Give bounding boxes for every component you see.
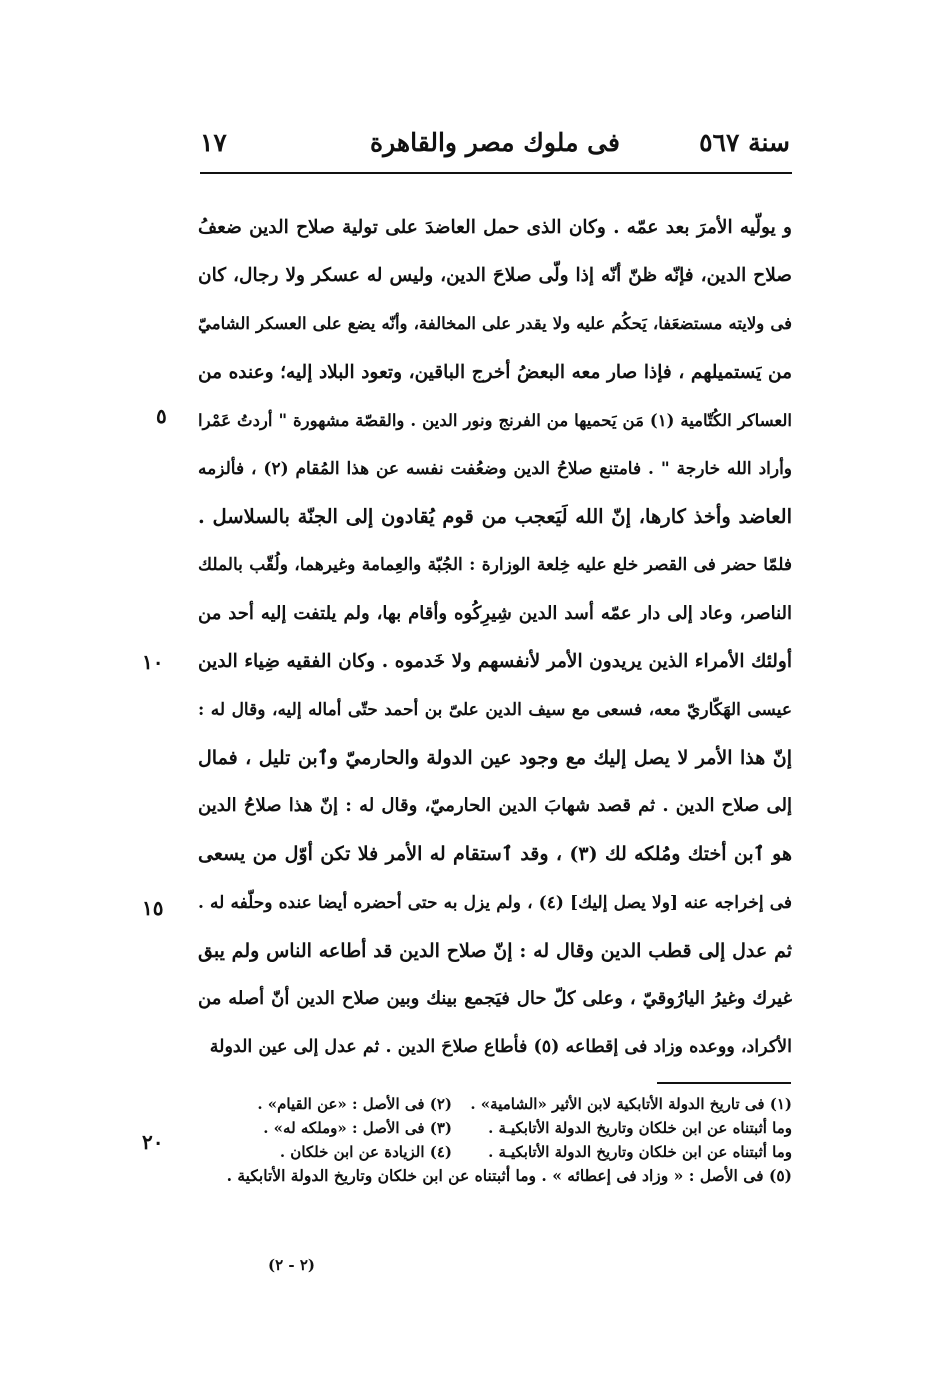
text-line: الأكراد، ووعده وزاد فى إقطاعه (٥) فأطاع صلاحَ الدين . ثم عدل إلى عين الدولة	[209, 1037, 792, 1058]
text-line: إلى صلاح الدين . ثم قصد شهابَ الدين الحارميّ، وقال له : إنّ هذا صلاحُ الدين	[198, 795, 792, 817]
text-line: إنّ هذا الأمر لا يصل إليك مع وجود عين الدولة والحارميّ وٱبن تليل ، فمال	[198, 747, 792, 770]
text-line: و يولّيه الأمرَ بعد عمّه . وكان الذى حمل العاضدَ على تولية صلاح الدين ضعفُ	[198, 217, 792, 238]
page-number: ١٧	[200, 128, 227, 157]
text-line: ثم عدل إلى قطب الدين وقال له : إنّ صلاح الدين قد أطاعه الناس ولم يبق	[198, 939, 792, 962]
footnotes	[198, 1092, 792, 1188]
text-line: غيرك وغيرُ اليارُوقيّ ، وعلى كلّ حال فيَجمع بينك وبين صلاح الدين أنّ أصله من	[198, 988, 792, 1009]
footnote: (٣) فى الأصل : «وملكه له» .	[263, 1119, 452, 1137]
footnote: (٥) فى الأصل : « وزاد فى إعطائه » . وما أثبتناه عن ابن خلكان وتاريخ الدولة الأتابكية .	[226, 1166, 792, 1185]
text-line: عيسى الهَكّاريّ معه، فسعى مع سيف الدين علىّ بن أحمد حتّى أماله إليه، وقال له :	[198, 699, 792, 720]
text-line: العساكر الكُتّامية (١) مَن يَحميها من الفرنج ونور الدين . والقصّة مشهورة " أردتُ عَمْرا	[198, 410, 792, 430]
footnote-rule	[657, 1082, 791, 1084]
text-line: أولئك الأمراء الذين يريدون الأمر لأنفسهم ولا خَدموه . وكان الفقيه ضِياء الدين	[198, 650, 792, 672]
footnote-row	[198, 1116, 792, 1140]
footnote-row	[198, 1164, 792, 1188]
margin-line-number: ٥	[156, 404, 167, 428]
running-header	[200, 128, 790, 172]
text-line: فلمّا حضر فى القصر خلع عليه خِلعة الوزارة : الجُبّة والعِمامة وغيرهما، ولُقّب بالملك	[198, 555, 792, 576]
text-line: صلاح الدين، فإنّه ظنّ أنّه إذا ولّى صلاحَ الدين، وليس له عسكر ولا رجال، كان	[198, 265, 792, 287]
header-year: سنة ٥٦٧	[699, 128, 790, 157]
text-line: الناصر، وعاد إلى دار عمّه أسد الدين شِيرِكُوه وأقام بها، ولم يلتفت إليه أحد من	[198, 602, 792, 624]
footnote: (١) فى تاريخ الدولة الأتابكية لابن الأثير «الشامية» .	[470, 1095, 792, 1113]
signature-mark: (٢ - ٢)	[268, 1256, 316, 1274]
margin-line-number: ٢٠	[142, 1130, 164, 1154]
text-line: وأراد الله خارجة " . فامتنع صلاحُ الدين وضعُفت نفسه عن هذا المُقام (٢) ، فألزمه	[198, 458, 792, 479]
main-text	[198, 204, 792, 1071]
header-rule	[200, 172, 792, 174]
text-line: فى ولايته مستضعَفا، يَحكُم عليه ولا يقدر على المخالفة، وأنّه يضع على العسكر الشاميّ	[198, 314, 792, 334]
text-line: هو ٱبن أختك ومُلكه لك (٣) ، وقد ٱستقام له الأمر فلا تكن أوّل من يسعى	[198, 843, 792, 866]
text-line: العاضد وأخذ كارها، إنّ الله لَيَعجب من قوم يُقادون إلى الجنّة بالسلاسل .	[198, 505, 792, 529]
footnote: (٢) فى الأصل : «عن القيام» .	[257, 1095, 452, 1113]
header-title: فى ملوك مصر والقاهرة	[370, 128, 620, 157]
margin-line-number: ١٥	[142, 896, 164, 920]
footnote-row	[198, 1092, 792, 1116]
footnote: وما أثبتناه عن ابن خلكان وتاريخ الدولة الأتابكيـة .	[488, 1143, 792, 1161]
footnote: وما أثبتناه عن ابن خلكان وتاريخ الدولة الأتابكيـة .	[488, 1119, 792, 1137]
text-line: فى إخراجه عنه [ولا يصل إليك] (٤) ، ولم يزل به حتى أحضره أيضا عنده وحلّفه له .	[198, 892, 792, 913]
margin-line-number: ١٠	[142, 650, 164, 674]
text-line: من يَستميلهم ، فإذا صار معه البعضُ أخرج الباقين، وتعود البلاد إليه؛ وعنده من	[198, 361, 792, 383]
footnote: (٤) الزيادة عن ابن خلكان .	[279, 1143, 452, 1161]
footnote-row	[198, 1140, 792, 1164]
